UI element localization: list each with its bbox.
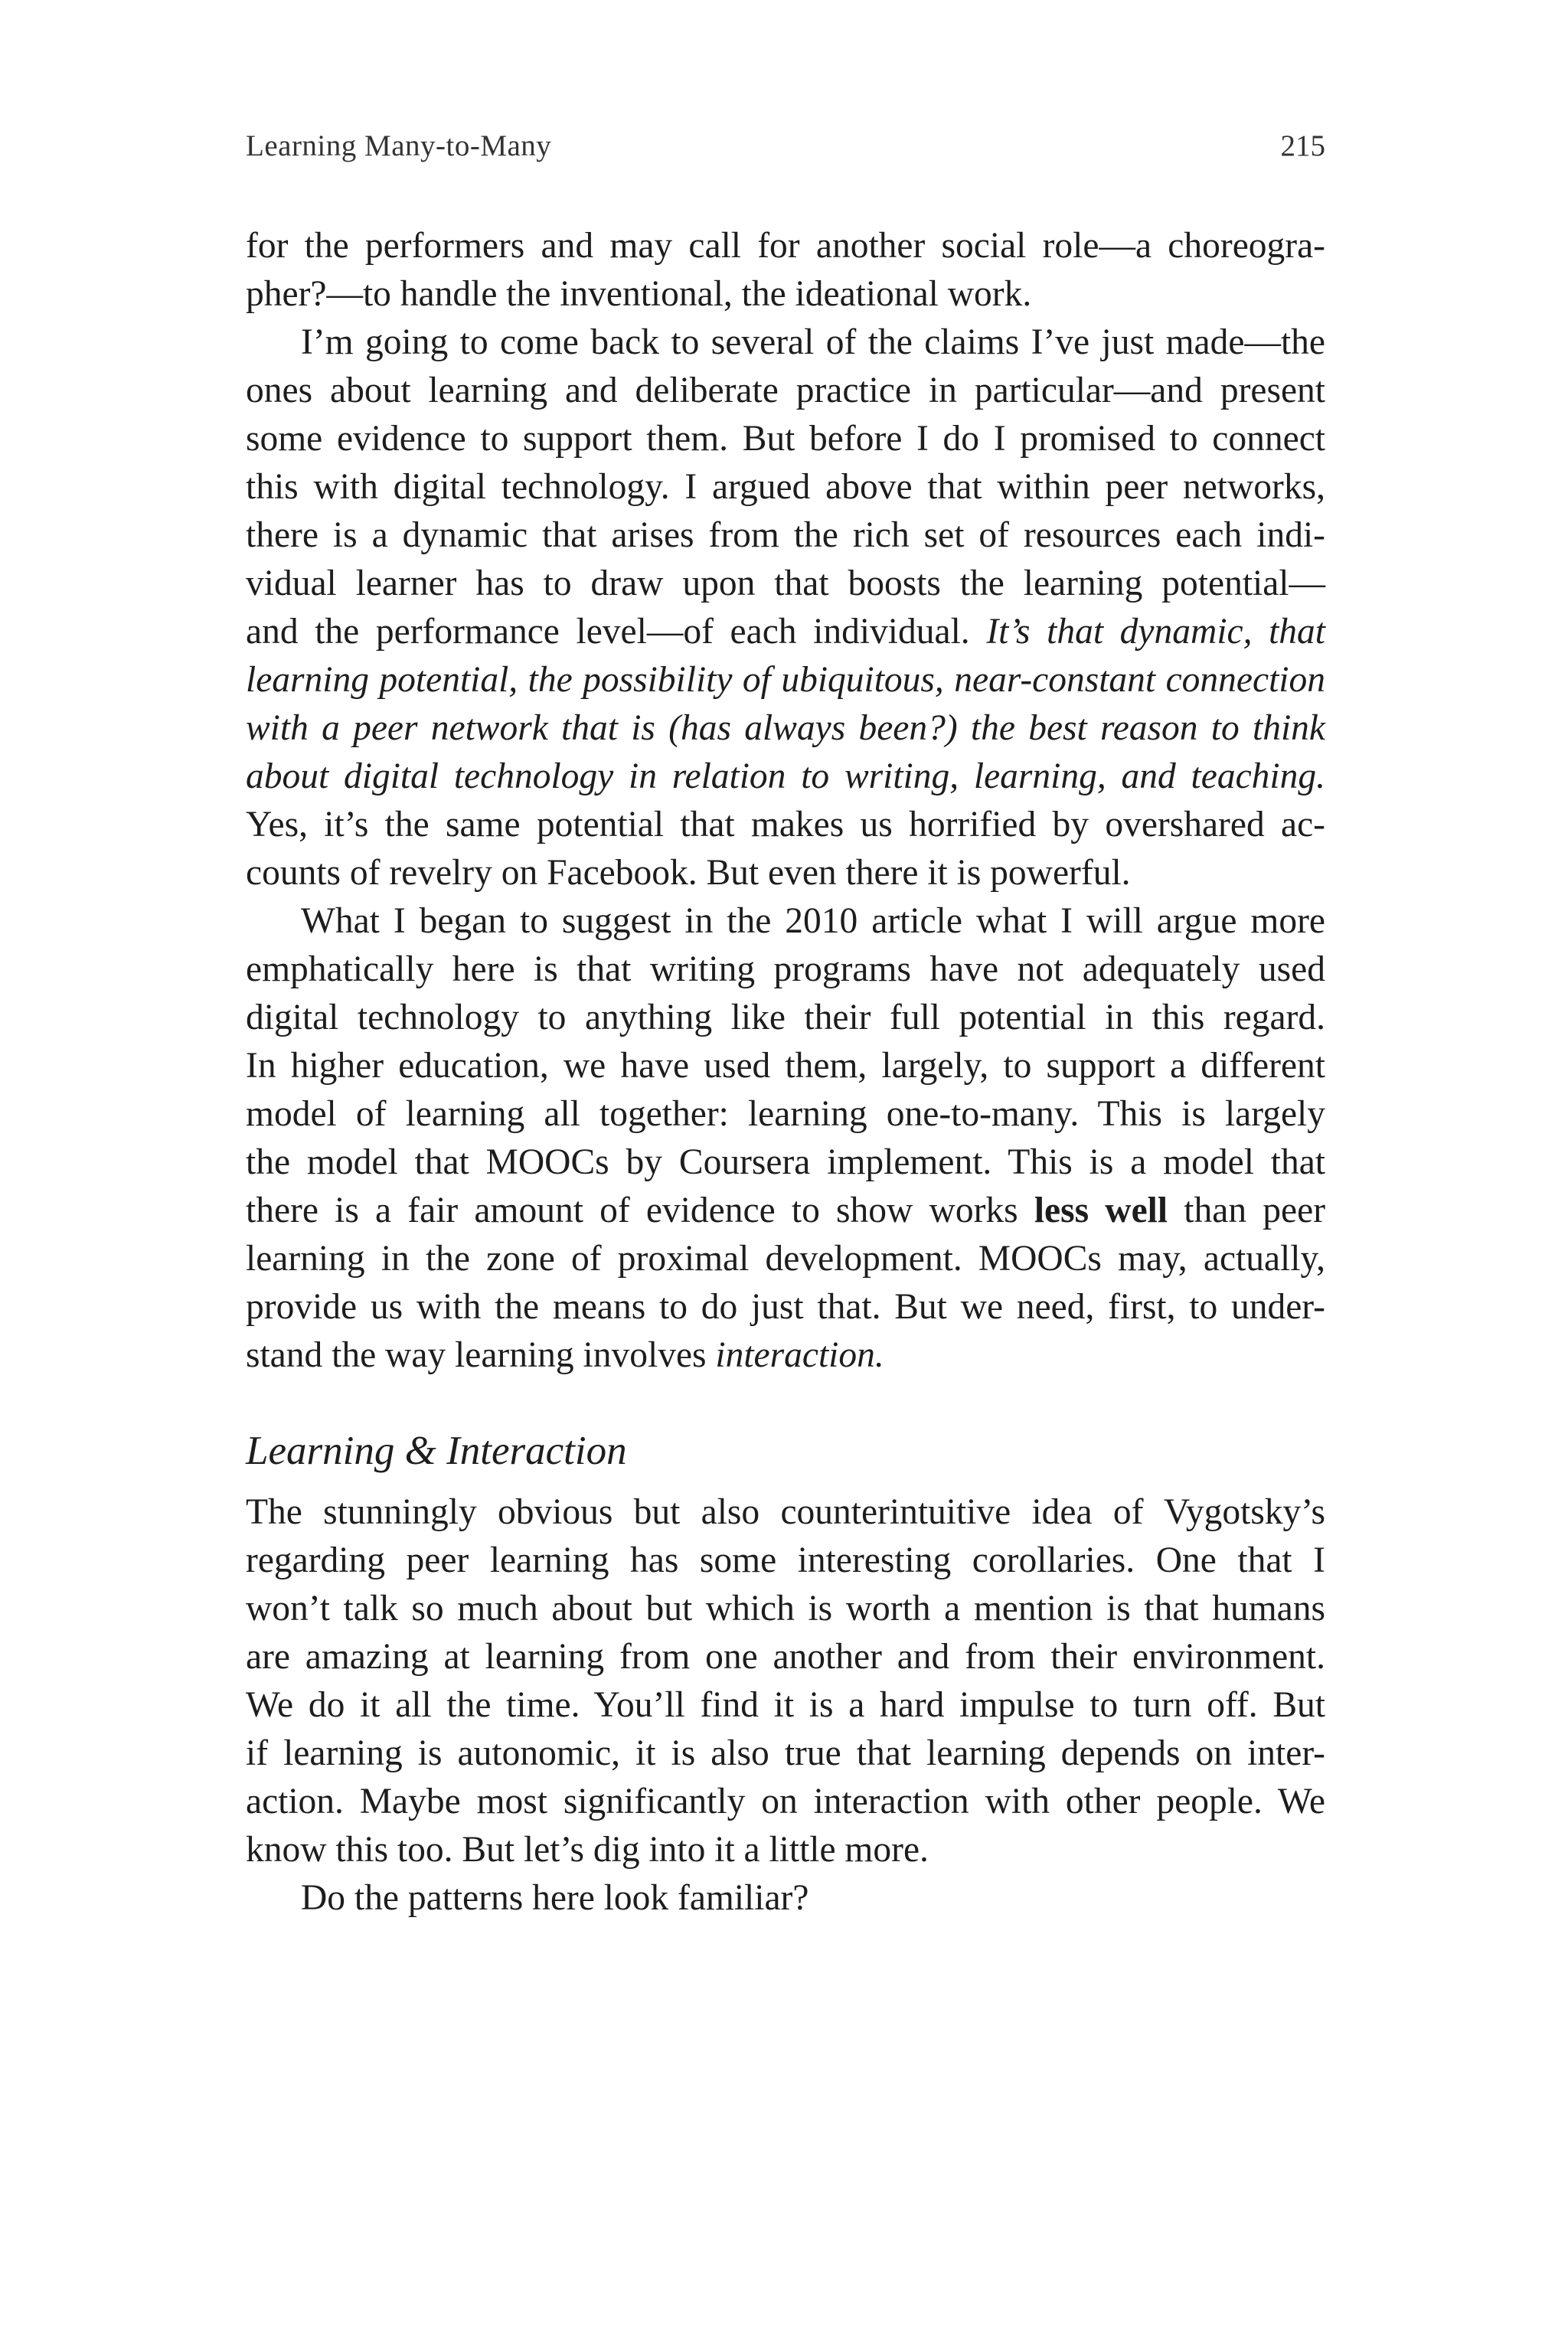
running-head [246,127,1325,165]
text-line: In higher education, we have used them, largely, to support a different [246,1046,1325,1086]
text-line: there is a dynamic that arises from the rich set of resources each indi- [246,515,1325,555]
paragraph-1 [246,222,1325,318]
section-spacer [246,1380,1325,1423]
text-line: learning in the zone of proximal development. MOOCs may, actually, [246,1239,1325,1279]
text-line: ones about learning and deliberate practice in particular—and present [246,371,1325,410]
italic-text: interaction. [715,1335,884,1375]
italic-text-line: with a peer network that is (has always been?) the best reason to think [246,708,1325,748]
text-line: the model that MOOCs by Coursera implement. This is a model that [246,1142,1325,1182]
text-line: vidual learner has to draw upon that boosts the learning potential— [246,564,1325,603]
text-line: counts of revelry on Facebook. But even there it is powerful. [246,853,1131,893]
text-line: know this too. But let’s dig into it a little more. [246,1830,929,1870]
text-line: some evidence to support them. But before I do I promised to connect [246,419,1325,459]
italic-text: It’s that dynamic, that [986,612,1326,652]
paragraph-2 [246,318,1325,897]
text-line: Do the patterns here look familiar? [301,1878,809,1918]
paragraph-4 [246,1488,1325,1874]
text-line: pher?—to handle the inventional, the ideational work. [246,274,1032,314]
text-line: I’m going to come back to several of the claims I’ve just made—the [301,322,1325,362]
section-heading: Learning & Interaction [246,1429,627,1473]
text-line: if learning is autonomic, it is also true that learning depends on inter- [246,1733,1325,1773]
text-line: are amazing at learning from one another and from their environment. [246,1637,1325,1677]
text-line [246,1187,1325,1235]
text-line: model of learning all together: learning one-to-many. This is largely [246,1094,1325,1134]
text-line: We do it all the time. You’ll find it is a hard impulse to turn off. But [246,1685,1325,1725]
text-line: digital technology to anything like their full potential in this regard. [246,998,1325,1037]
text-run: and the performance level—of each individual. [246,612,987,652]
body-text [246,222,1325,1922]
page-number: 215 [1280,129,1325,162]
running-title: Learning Many-to-Many [246,129,552,162]
paragraph-5 [246,1874,1325,1922]
text-line: What I began to suggest in the 2010 article what I will argue more [301,901,1325,941]
text-line: this with digital technology. I argued above that within peer networks, [246,467,1325,507]
text-run: stand the way learning involves [246,1335,716,1375]
text-line: won’t talk so much about but which is worth a mention is that humans [246,1589,1325,1628]
text-line: for the performers and may call for another social role—a choreogra- [246,226,1325,266]
paragraph-3 [246,897,1325,1380]
bold-text: less well [1034,1191,1168,1230]
text-run: there is a fair amount of evidence to show works [246,1191,1034,1230]
text-line: provide us with the means to do just that. But we need, first, to under- [246,1287,1325,1327]
italic-text-line: about digital technology in relation to writing, learning, and teaching. [246,756,1325,796]
text-run: than peer [1168,1191,1326,1230]
text-line: regarding peer learning has some interesting corollaries. One that I [246,1540,1325,1580]
text-line: The stunningly obvious but also counterintuitive idea of Vygotsky’s [246,1492,1325,1532]
text-line [246,1331,1325,1380]
text-line: emphatically here is that writing programs have not adequately used [246,949,1325,989]
italic-text-line: learning potential, the possibility of ubiquitous, near-constant connection [246,660,1325,700]
text-line: action. Maybe most significantly on interaction with other people. We [246,1782,1325,1821]
text-line: Yes, it’s the same potential that makes us horrified by overshared ac- [246,805,1325,844]
text-line [246,608,1325,656]
